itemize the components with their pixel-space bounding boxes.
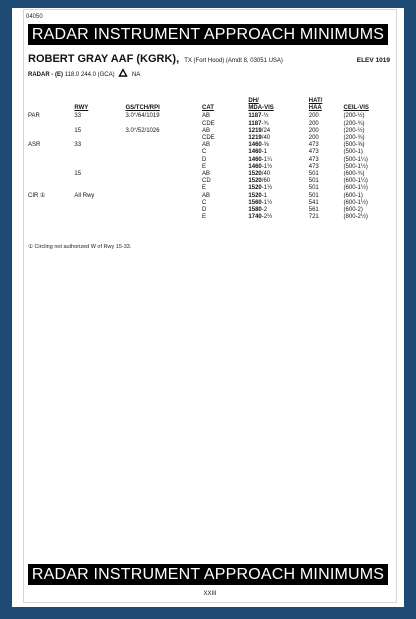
- cell-rwy: [74, 121, 125, 128]
- dh-value: 1460: [248, 142, 262, 149]
- cell-gs: [125, 200, 202, 207]
- dh-value: 1520: [248, 178, 262, 185]
- cell-rwy: [74, 157, 125, 164]
- cell-gs: [125, 178, 202, 185]
- cell-approach: [28, 171, 74, 178]
- table-row: [28, 171, 390, 178]
- cell-ceil: (800-2½): [343, 214, 368, 221]
- cell-gs: [125, 149, 202, 156]
- cell-hat: 473: [308, 156, 319, 163]
- cell-rwy: 33: [74, 113, 82, 120]
- table-header-row: [28, 98, 390, 113]
- cell-ceil: (600-1½): [343, 199, 368, 206]
- dh-value: 1520: [248, 192, 262, 199]
- cell-rwy: [74, 207, 125, 214]
- dh-value: 1740: [248, 214, 262, 221]
- cell-approach: CIR ①: [28, 192, 46, 199]
- minimums-table: [28, 98, 390, 221]
- header-hat: [309, 98, 344, 113]
- vis-value: /24: [261, 127, 271, 134]
- cell-ceil: (600-1): [343, 192, 363, 199]
- dh-value: 1187: [248, 113, 262, 120]
- radar-na: NA: [131, 72, 141, 78]
- page-number: XXIII: [203, 591, 217, 597]
- radar-info: [28, 68, 140, 78]
- table-row: [28, 135, 390, 142]
- cell-cat: AB: [202, 192, 211, 199]
- vis-value: -¾: [261, 120, 269, 127]
- cell-cat: E: [202, 163, 207, 170]
- cell-rwy: [74, 178, 125, 185]
- cell-hat: 200: [308, 120, 319, 127]
- cell-ceil: (200-¾): [343, 120, 365, 127]
- table-row: [28, 185, 390, 192]
- airport-name: ROBERT GRAY AAF (KGRK),: [28, 53, 180, 65]
- cell-ceil: (600-1¼): [343, 178, 368, 185]
- vis-value: -1½: [261, 163, 273, 170]
- cell-gs: [125, 171, 202, 178]
- airport-elevation: ELEV 1019: [356, 57, 390, 64]
- cell-cat: C: [202, 149, 207, 156]
- cell-rwy: [74, 135, 125, 142]
- vis-value: -⅝: [261, 142, 269, 149]
- cell-gs: [125, 135, 202, 142]
- cell-ceil: (200-½): [343, 127, 365, 134]
- cell-gs: [125, 164, 202, 171]
- cell-hat: 473: [308, 142, 319, 149]
- cell-approach: [28, 157, 74, 164]
- airport-details: TX (Fort Hood) (Amdt 8, 03051 USA): [184, 58, 283, 64]
- document-id: 04050: [26, 14, 43, 20]
- vis-value: -1: [261, 192, 268, 199]
- cell-approach: PAR: [28, 113, 40, 120]
- header-hat-bottom: HAA: [308, 105, 322, 112]
- document-page: [24, 10, 396, 602]
- table-row: [28, 149, 390, 156]
- cell-rwy: All Rwy: [74, 192, 95, 199]
- cell-hat: 501: [308, 171, 319, 178]
- dh-value: 1219: [248, 127, 262, 134]
- cell-hat: 200: [308, 113, 319, 120]
- cell-rwy: [74, 185, 125, 192]
- cell-cat: AB: [202, 142, 211, 149]
- radar-label: RADAR - (E): [28, 72, 63, 78]
- cell-cat: AB: [202, 171, 211, 178]
- table-row: [28, 207, 390, 214]
- cell-hat: 473: [308, 149, 319, 156]
- cell-hat: 200: [308, 127, 319, 134]
- cell-approach: [28, 149, 74, 156]
- cell-approach: [28, 200, 74, 207]
- table-row: [28, 113, 390, 120]
- header-cat: CAT: [202, 105, 214, 112]
- cell-approach: [28, 207, 74, 214]
- table-row: [28, 178, 390, 185]
- cell-hat: 473: [308, 163, 319, 170]
- header-dh: [248, 98, 308, 113]
- dh-value: 1460: [248, 149, 262, 156]
- warning-triangle-icon: [118, 68, 128, 77]
- header-rwy: RWY: [74, 105, 89, 112]
- cell-gs: 3.0°/64/1019: [125, 113, 160, 120]
- table-row: [28, 200, 390, 207]
- cell-dh-vis: [248, 113, 308, 120]
- cell-approach: [28, 128, 74, 135]
- cell-dh-vis: [248, 185, 308, 192]
- cell-cat: C: [202, 199, 207, 206]
- cell-ceil: (500-1): [343, 149, 363, 156]
- cell-hat: 501: [308, 178, 319, 185]
- cell-gs: [125, 157, 202, 164]
- cell-approach: [28, 135, 74, 142]
- cell-rwy: [74, 164, 125, 171]
- table-body: [28, 113, 390, 221]
- table-row: [28, 214, 390, 221]
- cell-approach: [28, 121, 74, 128]
- header-dh-top: DH/: [248, 98, 259, 104]
- cell-approach: ASR: [28, 142, 41, 149]
- header-gs: GS/TCH/RPI: [125, 105, 160, 112]
- cell-hat: 541: [308, 199, 319, 206]
- cell-dh-vis: [248, 121, 308, 128]
- cell-approach: [28, 185, 74, 192]
- vis-value: /40: [261, 171, 271, 178]
- cell-cat: D: [202, 207, 207, 214]
- cell-hat: 561: [308, 207, 319, 214]
- footnote: ① Circling not authorized W of Rwy 15-33.: [28, 244, 132, 250]
- cell-rwy: 33: [74, 142, 82, 149]
- header-dh-bottom: MDA-VIS: [248, 105, 274, 112]
- cell-rwy: 15: [74, 171, 82, 178]
- cell-gs: [125, 185, 202, 192]
- cell-dh-vis: [248, 135, 308, 142]
- table-row: [28, 142, 390, 149]
- cell-cat: E: [202, 185, 207, 192]
- dh-value: 1520: [248, 171, 262, 178]
- cell-rwy: [74, 149, 125, 156]
- header-approach: [28, 98, 74, 113]
- dh-value: 1560: [248, 199, 262, 206]
- cell-rwy: 15: [74, 127, 82, 134]
- cell-cat: E: [202, 214, 207, 221]
- cell-approach: [28, 164, 74, 171]
- cell-cat: CDE: [202, 135, 215, 142]
- cell-rwy: [74, 214, 125, 221]
- radar-frequencies: 118.0 244.0 (GCA): [64, 72, 115, 78]
- cell-cat: D: [202, 156, 207, 163]
- cell-ceil: (500-1½): [343, 163, 368, 170]
- vis-value: -½: [261, 113, 269, 120]
- cell-dh-vis: [248, 157, 308, 164]
- dh-value: 1460: [248, 156, 262, 163]
- dh-value: 1520: [248, 185, 262, 192]
- cell-hat: 501: [308, 192, 319, 199]
- cell-cat: CD: [202, 178, 211, 185]
- table-row: [28, 121, 390, 128]
- cell-ceil: (500-1¼): [343, 156, 368, 163]
- cell-hat: 501: [308, 185, 319, 192]
- vis-value: /60: [261, 178, 271, 185]
- cell-gs: [125, 207, 202, 214]
- cell-ceil: (200-½): [343, 113, 365, 120]
- cell-dh-vis: [248, 193, 308, 200]
- cell-cat: AB: [202, 113, 211, 120]
- cell-gs: [125, 121, 202, 128]
- cell-dh-vis: [248, 164, 308, 171]
- cell-hat: 721: [308, 214, 319, 221]
- vis-value: -1½: [261, 199, 273, 206]
- table-row: [28, 157, 390, 164]
- cell-ceil: (500-⅝): [343, 142, 365, 149]
- vis-value: -2½: [261, 214, 273, 221]
- cell-approach: [28, 214, 74, 221]
- cell-dh-vis: [248, 149, 308, 156]
- cell-ceil: (600-¾): [343, 171, 365, 178]
- vis-value: /40: [261, 135, 271, 142]
- cell-ceil: (600-2): [343, 207, 363, 214]
- cell-ceil: (200-¾): [343, 135, 365, 142]
- cell-dh-vis: [248, 200, 308, 207]
- table-row: [28, 164, 390, 171]
- header-ceil: CEIL-VIS: [343, 105, 369, 112]
- top-banner: RADAR INSTRUMENT APPROACH MINIMUMS: [28, 24, 388, 45]
- header-hat-top: HAT/: [308, 98, 323, 104]
- cell-cat: AB: [202, 127, 211, 134]
- cell-gs: [125, 214, 202, 221]
- cell-ceil: (600-1½): [343, 185, 368, 192]
- airport-heading: [28, 53, 283, 65]
- cell-gs: [125, 142, 202, 149]
- cell-rwy: [74, 200, 125, 207]
- bottom-banner: RADAR INSTRUMENT APPROACH MINIMUMS: [28, 564, 388, 585]
- cell-dh-vis: [248, 142, 308, 149]
- cell-cat: CDE: [202, 120, 215, 127]
- cell-hat: 200: [308, 135, 319, 142]
- cell-dh-vis: [248, 214, 308, 221]
- vis-value: -1½: [261, 185, 273, 192]
- cell-gs: [125, 193, 202, 200]
- dh-value: 1187: [248, 120, 262, 127]
- vis-value: -1¼: [261, 156, 273, 163]
- cell-dh-vis: [248, 128, 308, 135]
- vis-value: -1: [261, 149, 268, 156]
- table-row: [28, 128, 390, 135]
- cell-approach: [28, 178, 74, 185]
- dh-value: 1580: [248, 207, 262, 214]
- vis-value: -2: [261, 207, 268, 214]
- cell-gs: 3.0°/52/1026: [125, 127, 160, 134]
- cell-dh-vis: [248, 171, 308, 178]
- dh-value: 1219: [248, 135, 262, 142]
- dh-value: 1460: [248, 163, 262, 170]
- table-row: [28, 193, 390, 200]
